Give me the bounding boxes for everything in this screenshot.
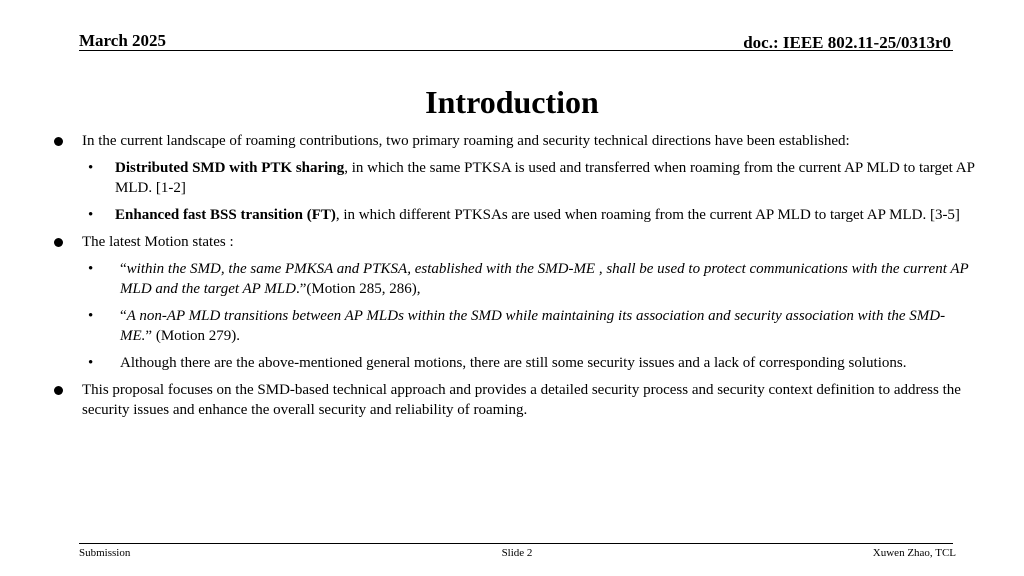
- header-date: March 2025: [79, 31, 167, 50]
- sub-bullet-symbol: •: [88, 207, 94, 223]
- sub-bullet-motion-279: [0, 306, 975, 346]
- bullet-proposal-focus: [0, 380, 972, 420]
- bullet-text: In the current landscape of roaming contributions, two primary roaming and security technical directions have been established:: [82, 133, 850, 149]
- sub-bullet-text: Although there are the above-mentioned general motions, there are still some security issues and a lack of corresponding solutions.: [120, 355, 907, 371]
- header-rule: [79, 50, 953, 51]
- bullet-motion-states: [0, 232, 972, 252]
- bullet-roaming-landscape: [0, 131, 972, 151]
- bullet-dot: [54, 238, 63, 247]
- sub-bullet-symbol: •: [88, 355, 94, 371]
- open-quote: “: [120, 308, 127, 324]
- motion-reference: ” (Motion 279).: [145, 328, 240, 344]
- sub-bullet-motion-285-286: [0, 259, 975, 299]
- bullet-dot: [54, 137, 63, 146]
- open-quote: “: [120, 261, 127, 277]
- sub-bullet-bold: Enhanced fast BSS transition (FT): [115, 207, 336, 223]
- footer-rule: [79, 543, 953, 544]
- sub-bullet-security-issues: [0, 353, 975, 373]
- bullet-text: The latest Motion states :: [82, 234, 234, 250]
- sub-bullet-symbol: •: [88, 308, 94, 324]
- motion-reference: .”(Motion 285, 286),: [295, 281, 421, 297]
- sub-bullet-symbol: •: [88, 261, 94, 277]
- sub-bullet-enhanced-ft: [0, 205, 975, 225]
- sub-bullet-text: , in which different PTKSAs are used when roaming from the current AP MLD to target AP MLD. [3-5]: [335, 207, 960, 223]
- motion-quote-text: A non-AP MLD transitions between AP MLDs within the SMD while maintaining its association and security association with the SMD-ME.: [120, 308, 946, 344]
- slide-title: Introduction: [425, 84, 599, 120]
- footer-slide-number: Slide 2: [501, 547, 533, 559]
- header-doc-id: doc.: IEEE 802.11-25/0313r0: [743, 33, 951, 52]
- footer-submission: Submission: [79, 547, 131, 559]
- motion-quote-text: within the SMD, the same PMKSA and PTKSA, established with the SMD-ME , shall be used to protect communications with the current AP MLD and the target AP MLD: [120, 261, 969, 297]
- bullet-dot: [54, 386, 63, 395]
- slide-body: [0, 131, 1024, 427]
- sub-bullet-symbol: •: [88, 160, 94, 176]
- sub-bullet-bold: Distributed SMD with PTK sharing: [115, 160, 345, 176]
- bullet-text: This proposal focuses on the SMD-based technical approach and provides a detailed security process and security context definition to address the security issues and enhance the overall security and reliability of roaming.: [82, 382, 961, 418]
- sub-bullet-distributed-smd: [0, 158, 975, 198]
- sub-bullet-text: , in which the same PTKSA is used and transferred when roaming from the current AP MLD to target AP MLD. [1-2]: [115, 160, 975, 196]
- footer-author: Xuwen Zhao, TCL: [872, 547, 956, 559]
